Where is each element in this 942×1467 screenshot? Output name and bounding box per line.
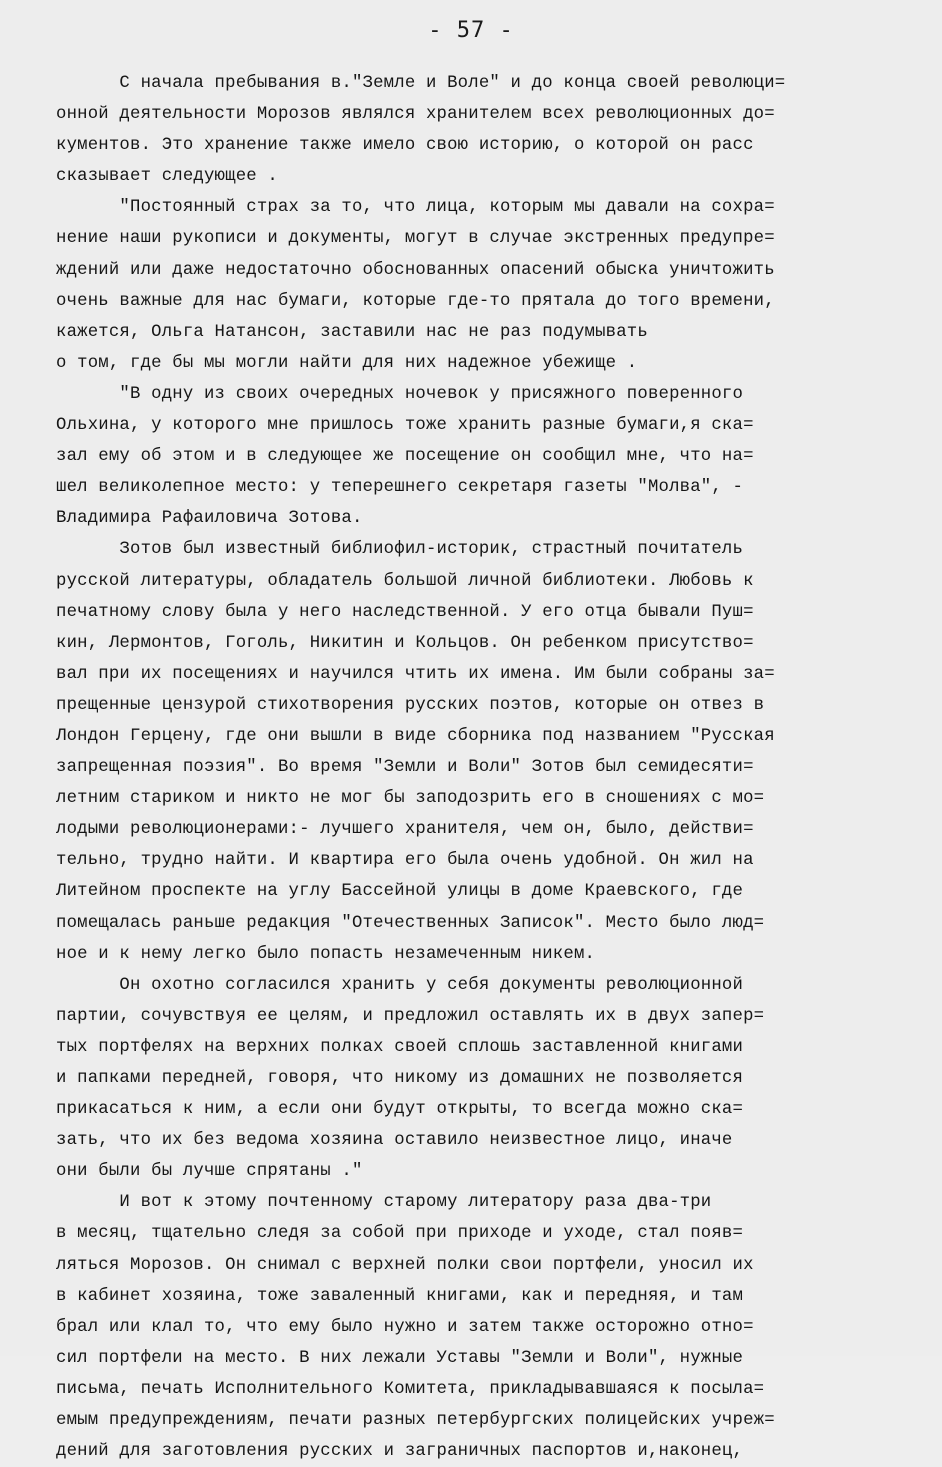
text-line: и папками передней, говоря, что никому из домашних не позволяется xyxy=(56,1069,744,1088)
text-line: кументов. Это хранение также имело свою историю, о которой он расс xyxy=(56,136,754,156)
text-line: прикасаться к ним, а если они будут открыты, то всегда можно ска= xyxy=(56,1100,744,1120)
text-line: запрещенная поэзия". Во время "Земли и Воли" Зотов был семидесяти= xyxy=(56,758,754,778)
text-line: печатному слову была у него наследственной. У его отца бывали Пуш= xyxy=(56,602,754,622)
text-line: нение наши рукописи и документы, могут в случае экстренных предупре= xyxy=(56,229,775,249)
text-line: зать, что их без ведома хозяина оставило неизвестное лицо, иначе xyxy=(56,1131,733,1151)
text-line: партии, сочувствуя ее целям, и предложил оставлять их в двух запер= xyxy=(56,1006,765,1026)
text-line: И вот к этому почтенному старому литератору раза два-три xyxy=(56,1193,712,1213)
text-line: тельно, трудно найти. И квартира его была очень удобной. Он жил на xyxy=(56,851,754,871)
text-line: Он охотно согласился хранить у себя документы революционной xyxy=(56,975,744,995)
text-line: Лондон Герцену, где они вышли в виде сборника под названием "Русская xyxy=(56,726,775,746)
text-line: лодыми революционерами:- лучшего хранителя, чем он, было, действи= xyxy=(56,820,754,840)
text-line: онной деятельности Морозов являлся хранителем всех революционных до= xyxy=(56,105,775,125)
text-line: сил портфели на место. В них лежали Уставы "Земли и Воли", нужные xyxy=(56,1348,744,1368)
text-line: летним стариком и никто не мог бы заподозрить его в сношениях с мо= xyxy=(56,789,765,809)
text-line: в кабинет хозяина, тоже заваленный книгами, как и передняя, и там xyxy=(56,1286,744,1306)
text-line: кажется, Ольга Натансон, заставили нас не раз подумывать xyxy=(56,322,648,342)
text-line: шел великолепное место: у теперешнего секретаря газеты "Молва", - xyxy=(56,478,744,498)
text-line: письма, печать Исполнительного Комитета, прикладывавшаяся к посыла= xyxy=(56,1379,765,1399)
text-line: о том, где бы мы могли найти для них надежное убежище . xyxy=(56,353,638,373)
page-number: - 57 - xyxy=(428,18,514,43)
text-line: дений для заготовления русских и заграничных паспортов и,наконец, xyxy=(56,1442,744,1462)
text-line: зал ему об этом и в следующее же посещение он сообщил мне, что на= xyxy=(56,447,754,467)
text-line: брал или клал то, что ему было нужно и затем также осторожно отно= xyxy=(56,1317,754,1337)
text-line: емым предупреждениям, печати разных петербургских полицейских учреж= xyxy=(56,1411,775,1431)
text-line: кин, Лермонтов, Гоголь, Никитин и Кольцов. Он ребенком присутство= xyxy=(56,633,754,653)
text-line: русской литературы, обладатель большой личной библиотеки. Любовь к xyxy=(56,571,754,591)
text-line: вал при их посещениях и научился чтить их имена. Им были собраны за= xyxy=(56,664,775,684)
text-line: ное и к нему легко было попасть незамеченным никем. xyxy=(56,944,596,964)
text-line: тых портфелях на верхних полках своей сплошь заставленной книгами xyxy=(56,1037,744,1057)
text-line: они были бы лучше спрятаны ." xyxy=(56,1162,363,1182)
text-line: ждений или даже недостаточно обоснованных опасений обыска уничтожить xyxy=(56,260,775,280)
text-line: "Постоянный страх за то, что лица, которым мы давали на сохра= xyxy=(56,198,775,218)
text-line: Литейном проспекте на углу Бассейной улицы в доме Краевского, где xyxy=(56,882,744,902)
text-line: Зотов был известный библиофил-историк, страстный почитатель xyxy=(56,540,744,560)
body-text xyxy=(56,68,916,1467)
text-line: прещенные цензурой стихотворения русских поэтов, которые он отвез в xyxy=(56,695,765,715)
text-line: в месяц, тщательно следя за собой при приходе и уходе, стал появ= xyxy=(56,1224,744,1244)
text-line: Владимира Рафаиловича Зотова. xyxy=(56,509,363,529)
text-line: "В одну из своих очередных ночевок у присяжного поверенного xyxy=(56,384,744,404)
text-line: помещалась раньше редакция "Отечественных Записок". Место было люд= xyxy=(56,913,765,933)
text-line: очень важные для нас бумаги, которые где-то прятала до того времени, xyxy=(56,291,775,311)
text-line: С начала пребывания в."Земле и Воле" и до конца своей революци= xyxy=(56,74,786,93)
text-line: Ольхина, у которого мне пришлось тоже хранить разные бумаги,я ска= xyxy=(56,416,754,436)
text-line: сказывает следующее . xyxy=(56,167,278,187)
text-line: ляться Морозов. Он снимал с верхней полки свои портфели, уносил их xyxy=(56,1255,754,1275)
